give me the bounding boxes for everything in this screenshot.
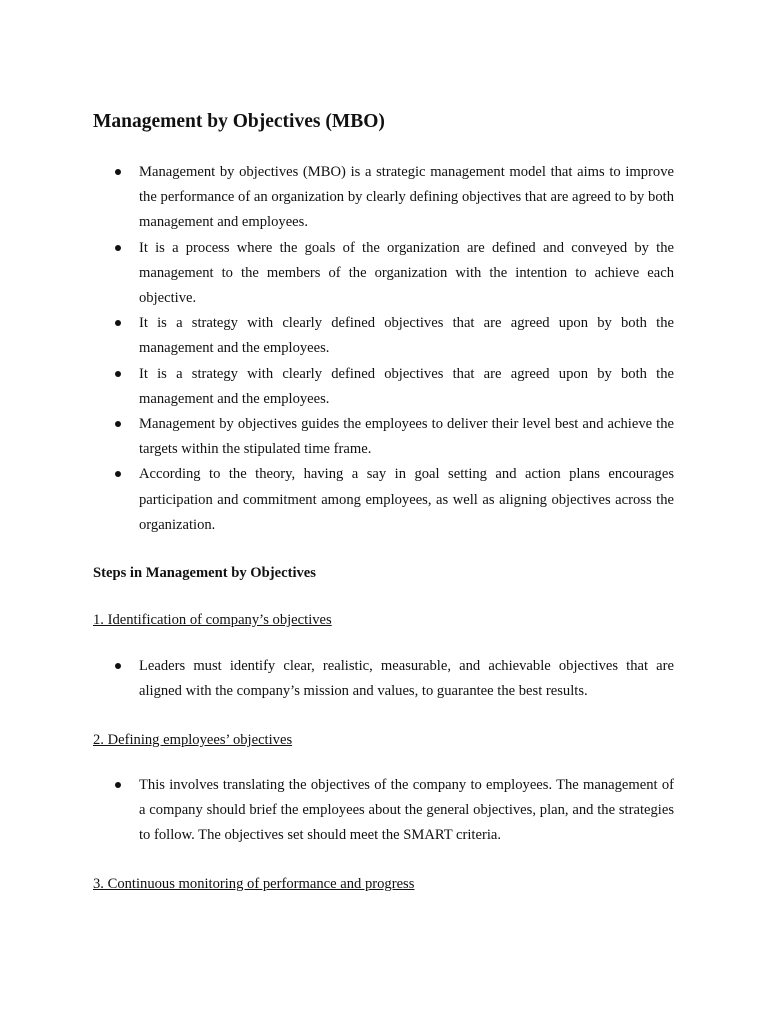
list-item [93,773,674,849]
step-1-heading: 1. Identification of company’s objectives [93,612,332,628]
list-item [93,654,674,704]
bullet-text: Leaders must identify clear, realistic, measurable, and achievable objectives that are aligned with the company’s mission and values, to guarantee the best results. [139,658,674,700]
bullet-text: It is a process where the goals of the organization are defined and conveyed by the management to the members of the organization with the intention to achieve each objective. [139,239,674,307]
bullet-icon [115,471,121,477]
document-title: Management by Objectives (MBO) [93,111,385,132]
bullet-text: It is a strategy with clearly defined objectives that are agreed upon by both the management and the employees. [139,365,674,407]
list-item [93,362,674,412]
bullet-icon [115,663,121,669]
bullet-icon [115,371,121,377]
step-2-heading: 2. Defining employees’ objectives [93,732,293,748]
step-2-bullet-list [93,773,674,849]
bullet-text: According to the theory, having a say in goal setting and action plans encourages participation and commitment among employees, as well as aligning objectives across the organization. [139,466,674,533]
bullet-icon [115,245,121,251]
bullet-icon [115,421,121,427]
step-1-bullet-list [93,654,674,704]
bullet-icon [115,782,121,788]
bullet-icon [115,320,121,326]
steps-section-heading: Steps in Management by Objectives [93,565,316,581]
list-item [93,236,674,312]
list-item [93,462,674,538]
bullet-text: Management by objectives (MBO) is a strategic management model that aims to improve the performance of an organization by clearly defining objectives that are agreed to by both management and employees. [139,164,674,231]
bullet-icon [115,169,121,175]
intro-bullet-list [93,160,674,538]
list-item [93,412,674,462]
list-item [93,160,674,236]
bullet-text: Management by objectives guides the employees to deliver their level best and achieve the targets within the stipulated time frame. [139,416,674,458]
bullet-text: This involves translating the objectives of the company to employees. The management of a company should brief the employees about the general objectives, plan, and the strategies to follow. The objectives set should meet the SMART criteria. [139,777,674,844]
step-3-heading: 3. Continuous monitoring of performance and progress [93,876,415,892]
bullet-text: It is a strategy with clearly defined objectives that are agreed upon by both the management and the employees. [139,315,674,357]
list-item [93,311,674,361]
